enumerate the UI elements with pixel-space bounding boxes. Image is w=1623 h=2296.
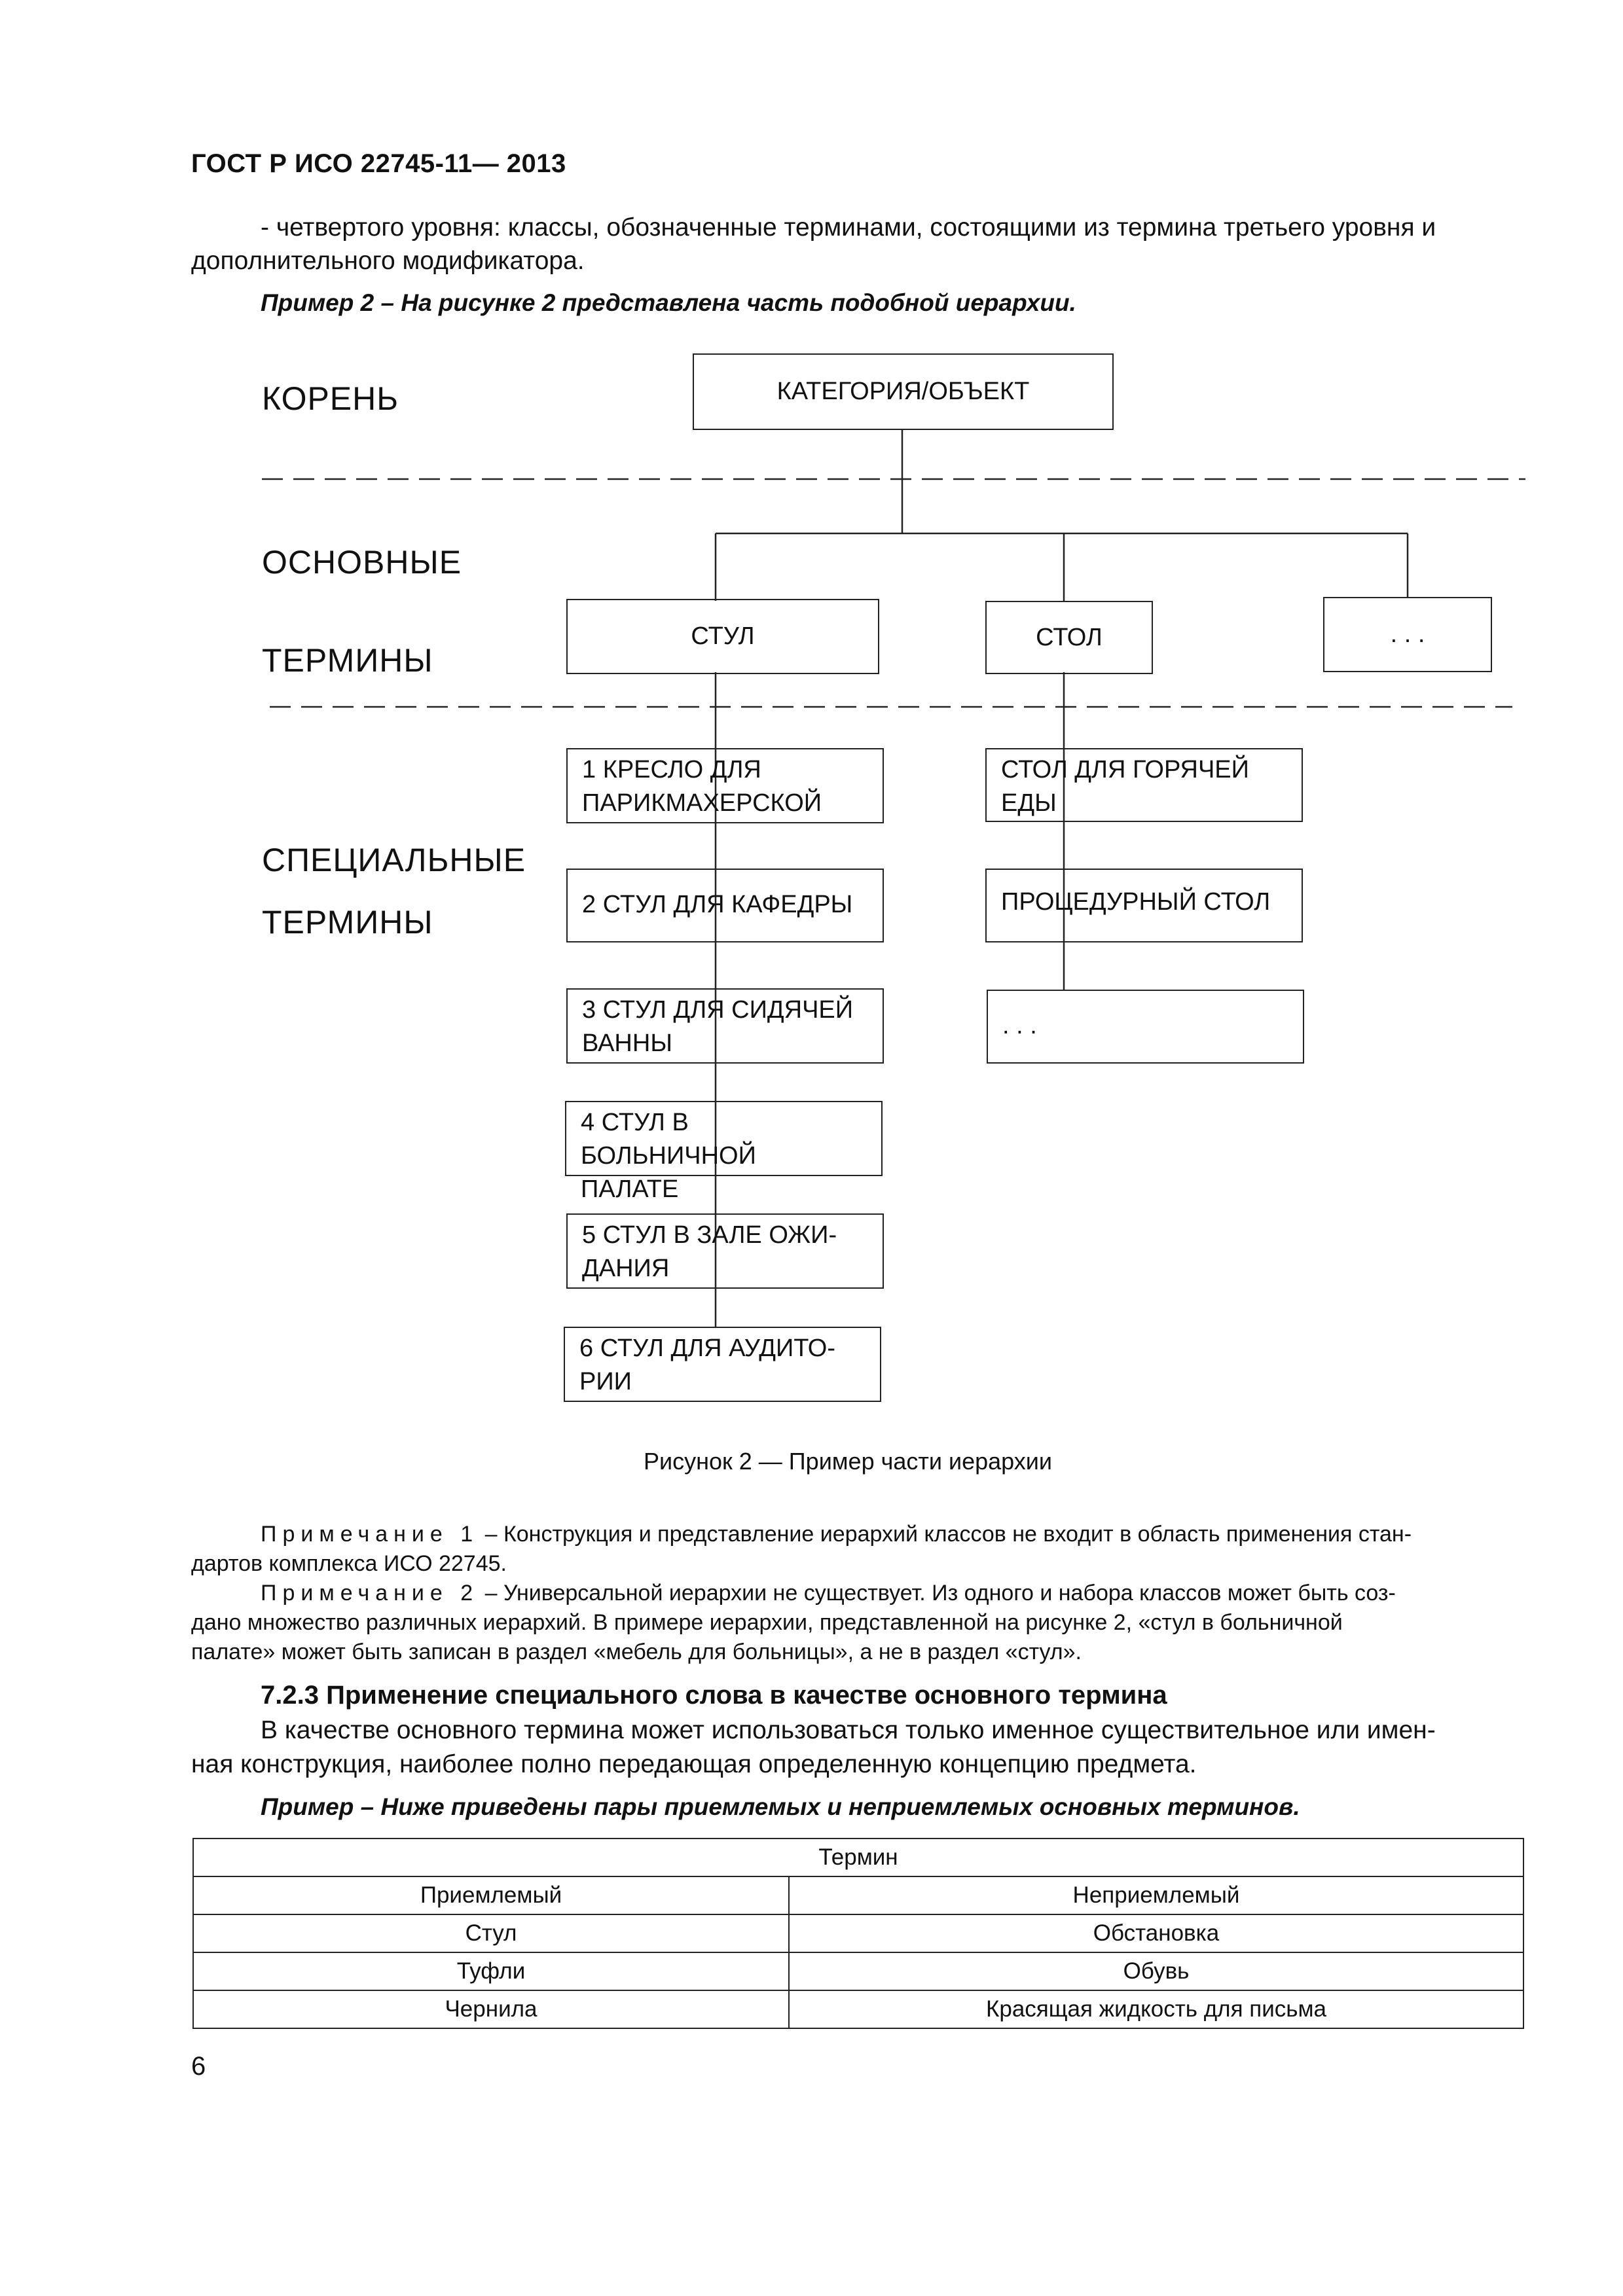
page-number: 6 [191, 2052, 206, 2081]
special-table-2 [985, 869, 1303, 942]
main-term-etc-label: . . . [1390, 620, 1425, 648]
special-chair-2-line1: 2 СТУЛ ДЛЯ КАФЕДРЫ [582, 891, 853, 918]
main-term-table-label: СТОЛ [1036, 623, 1103, 651]
table-subheader-row [193, 1876, 1523, 1914]
intro-line-1: - четвертого уровня: классы, обозначенные терминами, состоящими из термина третьего уровня и [261, 213, 1436, 242]
table-row [193, 1990, 1523, 2028]
section-example: Пример – Ниже приведены пары приемлемых и неприемлемых основных терминов. [261, 1793, 1300, 1820]
note-1 [191, 1520, 1524, 1549]
example-2: Пример 2 – На рисунке 2 представлена часть подобной иерархии. [261, 289, 1076, 316]
special-table-1-line2: ЕДЫ [1001, 789, 1057, 817]
special-chair-6-line1: 6 СТУЛ ДЛЯ АУДИТО- [579, 1335, 836, 1362]
level-main-1: ОСНОВНЫЕ [262, 544, 462, 581]
section-title: 7.2.3 Применение специального слова в качестве основного термина [261, 1681, 1167, 1710]
level-special-1: СПЕЦИАЛЬНЫЕ [262, 842, 526, 878]
intro-line-2: дополнительного модификатора. [191, 247, 585, 275]
special-table-1 [985, 748, 1303, 822]
table-cell: Красящая жидкость для письма [789, 1990, 1523, 2028]
table-col-unacceptable: Неприемлемый [789, 1876, 1523, 1914]
main-term-etc [1323, 597, 1492, 672]
table-header-term: Термин [193, 1839, 1523, 1876]
section-body-1: В качестве основного термина может использоваться только именное существительное или имен- [261, 1716, 1436, 1744]
special-chair-1-line1: 1 КРЕСЛО ДЛЯ [582, 756, 761, 783]
main-term-chair [566, 599, 879, 674]
table-row [193, 1914, 1523, 1952]
level-root: КОРЕНЬ [262, 380, 399, 417]
note-1-label: Примечание 1 [261, 1522, 479, 1547]
note-2-cont-1: дано множество различных иерархий. В примере иерархии, представленной на рисунке 2, «стул в больничной [191, 1610, 1343, 1635]
main-term-table [985, 601, 1153, 674]
special-table-2-line1: ПРОЦЕДУРНЫЙ СТОЛ [1001, 888, 1271, 916]
special-chair-3 [566, 988, 884, 1064]
figure-caption: Рисунок 2 — Пример части иерархии [644, 1448, 1052, 1475]
special-chair-4 [565, 1101, 883, 1203]
main-term-chair-label: СТУЛ [691, 622, 755, 650]
level-main-2: ТЕРМИНЫ [262, 642, 433, 679]
special-chair-4-line1: 4 СТУЛ В БОЛЬНИЧНОЙ [581, 1109, 756, 1170]
notes-block [191, 1520, 1524, 1667]
note-2-cont-2: палате» может быть записан в раздел «мебель для больницы», а не в раздел «стул». [191, 1640, 1082, 1664]
table-cell: Туфли [193, 1952, 789, 1990]
special-chair-5-line1: 5 СТУЛ В ЗАЛЕ ОЖИ- [582, 1221, 837, 1249]
document-header: ГОСТ Р ИСО 22745-11— 2013 [191, 149, 566, 178]
special-chair-3-line1: 3 СТУЛ ДЛЯ СИДЯЧЕЙ [582, 996, 854, 1024]
table-header-row [193, 1839, 1523, 1876]
table-row [193, 1952, 1523, 1990]
section-body-2: ная конструкция, наиболее полно передающая определенную концепцию предмета. [191, 1750, 1197, 1778]
note-1-cont: дартов комплекса ИСО 22745. [191, 1551, 507, 1576]
special-chair-4-line2: ПАЛАТЕ [581, 1175, 679, 1203]
special-chair-2 [566, 869, 884, 942]
special-chair-5-line2: ДАНИЯ [582, 1255, 670, 1282]
special-table-1-line1: СТОЛ ДЛЯ ГОРЯЧЕЙ [1001, 756, 1249, 783]
table-cell: Обувь [789, 1952, 1523, 1990]
note-2-text: – Универсальной иерархии не существует. Из одного и набора классов может быть соз- [479, 1581, 1396, 1605]
root-category-label: КАТЕГОРИЯ/ОБЪЕКТ [776, 378, 1030, 405]
special-chair-1-line2: ПАРИКМАХЕРСКОЙ [582, 789, 822, 817]
special-table-3-line1: . . . [1002, 1012, 1037, 1039]
note-2-label: Примечание 2 [261, 1581, 479, 1605]
terms-table [192, 1838, 1524, 2029]
special-chair-5 [566, 1213, 884, 1289]
special-chair-1 [566, 748, 884, 823]
special-chair-6-line2: РИИ [579, 1368, 632, 1395]
note-2 [191, 1579, 1524, 1608]
special-chair-3-line2: ВАННЫ [582, 1030, 672, 1057]
root-category-box [693, 353, 1114, 430]
special-table-3 [987, 990, 1304, 1064]
table-cell: Обстановка [789, 1914, 1523, 1952]
special-chair-6 [564, 1327, 881, 1402]
table-cell: Чернила [193, 1990, 789, 2028]
level-special-2: ТЕРМИНЫ [262, 904, 433, 941]
table-col-acceptable: Приемлемый [193, 1876, 789, 1914]
table-cell: Стул [193, 1914, 789, 1952]
note-1-text: – Конструкция и представление иерархий классов не входит в область применения стан- [479, 1522, 1412, 1547]
